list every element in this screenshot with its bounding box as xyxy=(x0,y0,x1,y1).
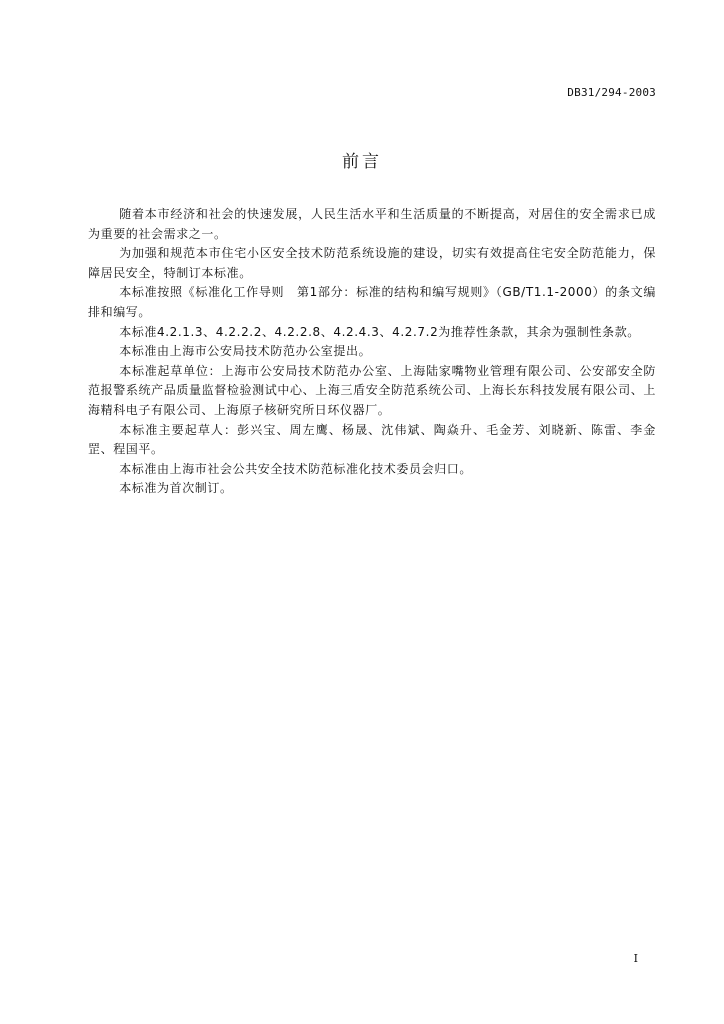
paragraph: 本标准按照《标准化工作导则 第1部分：标准的结构和编写规则》（GB/T1.1-2000）的条文编排和编写。 xyxy=(88,285,656,319)
paragraph: 本标准起草单位：上海市公安局技术防范办公室、上海陆家嘴物业管理有限公司、公安部安全防范报警系统产品质量监督检验测试中心、上海三盾安全防范系统公司、上海长东科技发展有限公司、上海精科电子有限公司、上海原子核研究所日环仪器厂。 xyxy=(88,363,656,417)
standard-number: DB31/294-2003 xyxy=(567,86,656,99)
paragraph: 本标准主要起草人：彭兴宝、周左鹰、杨晟、沈伟斌、陶焱升、毛金芳、刘晓新、陈雷、李金罡、程国平。 xyxy=(88,422,656,457)
paragraph: 本标准由上海市公安局技术防范办公室提出。 xyxy=(119,344,372,359)
paragraph: 本标准由上海市社会公共安全技术防范标准化技术委员会归口。 xyxy=(119,461,472,476)
paragraph: 本标准4.2.1.3、4.2.2.2、4.2.2.8、4.2.4.3、4.2.7.2为推荐性条款，其余为强制性条款。 xyxy=(119,324,640,339)
page-title: 前言 xyxy=(342,152,382,172)
paragraph: 为加强和规范本市住宅小区安全技术防范系统设施的建设，切实有效提高住宅安全防范能力，保障居民安全，特制订本标准。 xyxy=(88,246,656,280)
foreword-body xyxy=(88,205,656,499)
paragraph: 本标准为首次制订。 xyxy=(119,481,233,496)
paragraph: 随着本市经济和社会的快速发展，人民生活水平和生活质量的不断提高，对居住的安全需求已成为重要的社会需求之一。 xyxy=(88,207,656,241)
page-number: I xyxy=(633,952,638,965)
